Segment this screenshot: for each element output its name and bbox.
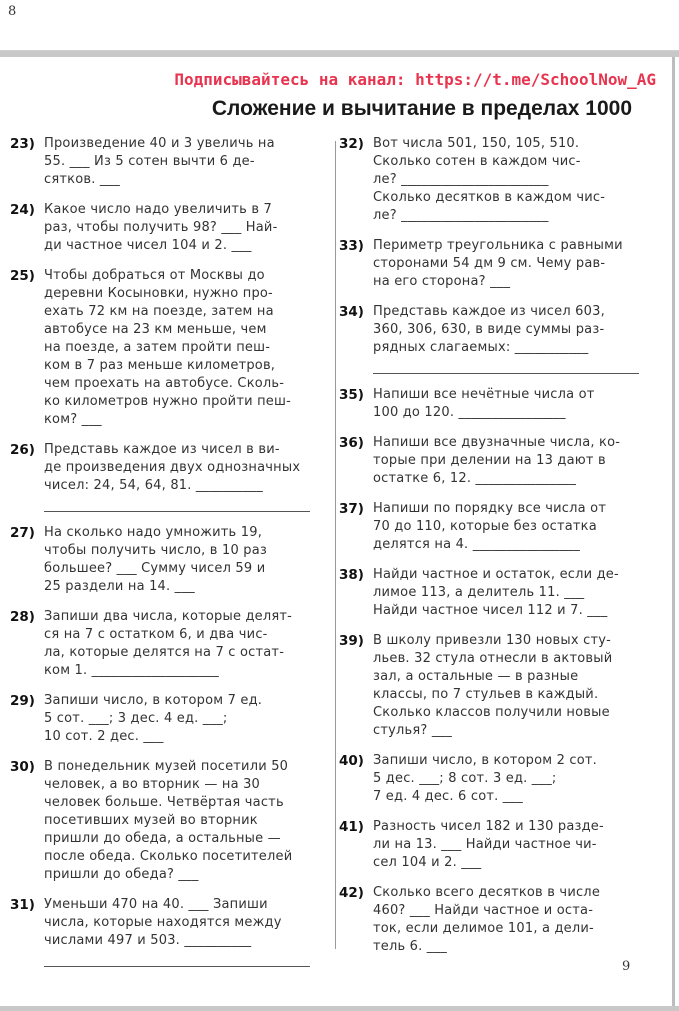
task-text: Вот числа 501, 150, 105, 510. Сколько сотен в каждом чис- ле? ______________________ Сколько десятков в каждом чис- ле? ______________________ bbox=[373, 136, 606, 223]
task-number: 35) bbox=[339, 387, 364, 403]
task-text: Напиши все нечётные числа от 100 до 120. ________________ bbox=[373, 387, 595, 420]
task-item bbox=[10, 267, 310, 429]
task-text: Разность чисел 182 и 130 разде- ли на 13. ___ Найди частное чи- сел 104 и 2. ___ bbox=[373, 819, 604, 870]
left-column bbox=[10, 135, 310, 979]
task-text: Представь каждое из чисел в ви- де произведения двух однозначных чисел: 24, 54, 64, 81. __________ bbox=[44, 442, 301, 493]
task-text: На сколько надо умножить 19, чтобы получить число, в 10 раз большее? ___ Сумму чисел 59 и 25 раздели на 14. ___ bbox=[44, 525, 267, 594]
task-text: Какое число надо увеличить в 7 раз, чтобы получить 98? ___ Най- ди частное чисел 104 и 2. ___ bbox=[44, 202, 278, 253]
task-number: 33) bbox=[339, 238, 364, 254]
task-text: Напиши все двузначные числа, ко- торые при делении на 13 дают в остатке 6, 12. _______________ bbox=[373, 435, 621, 486]
task-number: 25) bbox=[10, 268, 35, 284]
task-item bbox=[10, 896, 310, 967]
task-number: 26) bbox=[10, 442, 35, 458]
task-number: 30) bbox=[10, 759, 35, 775]
task-text: Напиши по порядку все числа от 70 до 110, которые без остатка делятся на 4. ________________ bbox=[373, 501, 607, 552]
task-number: 28) bbox=[10, 609, 35, 625]
task-number: 41) bbox=[339, 819, 364, 835]
task-text: В понедельник музей посетили 50 человек, а во вторник — на 30 человек больше. Четвёртая часть посетивших музей во вторник пришли до обеда, а остальные — после обеда. Сколько посетителей пришли до обеда? ___ bbox=[44, 759, 293, 882]
task-number: 39) bbox=[339, 633, 364, 649]
task-item bbox=[339, 884, 639, 956]
task-text: Чтобы добраться от Москвы до деревни Косыновки, нужно про- ехать 72 км на поезде, затем на автобусе на 23 км меньше, чем на поезде, а затем пройти пеш- ком в 7 раз меньше километров, чем проехать на автобусе. Сколь- ко километров нужно пройти пеш- ком? ___ bbox=[44, 268, 291, 427]
task-number: 36) bbox=[339, 435, 364, 451]
task-number: 37) bbox=[339, 501, 364, 517]
answer-line bbox=[373, 359, 639, 374]
previous-page-number: 8 bbox=[8, 4, 17, 19]
task-item bbox=[339, 500, 639, 554]
task-text: Запиши число, в котором 7 ед. 5 сот. ___; 3 дес. 4 ед. ___; 10 сот. 2 дес. ___ bbox=[44, 693, 263, 744]
task-item bbox=[10, 758, 310, 884]
column-divider bbox=[335, 141, 336, 949]
task-item bbox=[10, 692, 310, 746]
task-number: 40) bbox=[339, 753, 364, 769]
task-item bbox=[10, 524, 310, 596]
task-text: В школу привезли 130 новых сту- льев. 32 стула отнесли в актовый зал, а остальные — в разные классы, по 7 стульев в каждый. Сколько классов получили новые стулья? ___ bbox=[373, 633, 613, 738]
task-text: Найди частное и остаток, если де- лимое 113, а делитель 11. ___ Найди частное чисел 112 и 7. ___ bbox=[373, 567, 619, 618]
previous-page-strip bbox=[0, 0, 679, 51]
task-item bbox=[339, 135, 639, 225]
task-item bbox=[339, 386, 639, 422]
task-text: Запиши два числа, которые делят- ся на 7 с остатком 6, и два чис- ла, которые делятся на 7 с остат- ком 1. ___________________ bbox=[44, 609, 293, 678]
task-number: 31) bbox=[10, 897, 35, 913]
task-number: 34) bbox=[339, 304, 364, 320]
task-item bbox=[10, 441, 310, 512]
task-text: Запиши число, в котором 2 сот. 5 дес. ___; 8 сот. 3 ед. ___; 7 ед. 4 дес. 6 сот. ___ bbox=[373, 753, 598, 804]
bottom-gap bbox=[0, 1006, 679, 1011]
task-text: Произведение 40 и 3 увеличь на 55. ___ Из 5 сотен вычти 6 де- сятков. ___ bbox=[44, 136, 275, 187]
task-item bbox=[339, 752, 639, 806]
answer-line bbox=[44, 497, 310, 512]
task-number: 38) bbox=[339, 567, 364, 583]
task-text: Уменьши 470 на 40. ___ Запиши числа, которые находятся между числами 497 и 503. __________ bbox=[44, 897, 282, 948]
task-item bbox=[10, 135, 310, 189]
worksheet-page bbox=[0, 57, 675, 1006]
task-number: 23) bbox=[10, 136, 35, 152]
task-item bbox=[339, 818, 639, 872]
task-number: 24) bbox=[10, 202, 35, 218]
answer-line bbox=[44, 952, 310, 967]
task-item bbox=[339, 566, 639, 620]
page-title: Сложение и вычитание в пределах 1000 bbox=[211, 97, 632, 120]
task-item bbox=[339, 303, 639, 374]
task-number: 27) bbox=[10, 525, 35, 541]
right-column bbox=[339, 135, 639, 968]
task-number: 42) bbox=[339, 885, 364, 901]
task-item bbox=[10, 201, 310, 255]
page-number: 9 bbox=[622, 959, 631, 974]
task-item bbox=[339, 237, 639, 291]
task-number: 32) bbox=[339, 136, 364, 152]
task-text: Периметр треугольника с равными сторонами 54 дм 9 см. Чему рав- на его сторона? ___ bbox=[373, 238, 623, 289]
task-number: 29) bbox=[10, 693, 35, 709]
task-text: Представь каждое из чисел 603, 360, 306, 630, в виде суммы раз- рядных слагаемых: ___________ bbox=[373, 304, 605, 355]
task-item bbox=[339, 632, 639, 740]
subscribe-banner[interactable]: Подписывайтесь на канал: https://t.me/SchoolNow_AG bbox=[174, 70, 656, 89]
task-text: Сколько всего десятков в числе 460? ___ Найди частное и оста- ток, если делимое 101, а дели- тель 6. ___ bbox=[373, 885, 601, 954]
task-item bbox=[339, 434, 639, 488]
task-item bbox=[10, 608, 310, 680]
